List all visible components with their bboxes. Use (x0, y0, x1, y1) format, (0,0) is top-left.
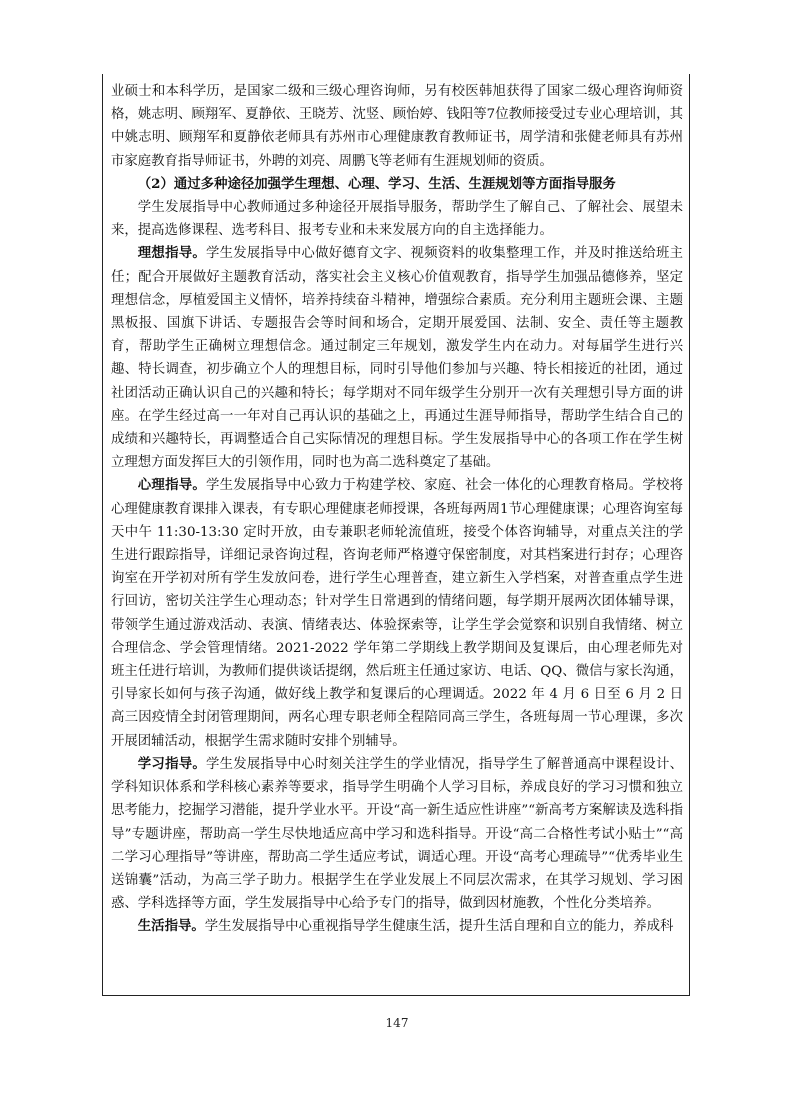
paragraph-staff-qualifications (111, 80, 683, 173)
paragraph-ideal-guidance (111, 242, 683, 474)
paragraph-text: 学生发展指导中心重视指导学生健康生活，提升生活自理和自立的能力，养成科 (204, 919, 674, 935)
paragraph-intro (111, 196, 683, 242)
paragraph-lead: 心理指导。 (137, 477, 206, 494)
page-number: 147 (385, 1016, 409, 1030)
document-body (103, 74, 689, 939)
paragraph-lead: 学习指导。 (137, 755, 206, 772)
paragraph-text: 业硕士和本科学历，是国家二级和三级心理咨询师，另有校医韩旭获得了国家二级心理咨询师资格，姚志明、顾翔军、夏静依、王晓芳、沈竖、顾怡婷、钱阳等7位教师接受过专业心理培训，其中姚志明、顾翔军和夏静依老师具有苏州市心理健康教育教师证书，周学清和张健老师具有苏州市家庭教育指导师证书，外聘的刘亮、周鹏飞等老师有生涯规划师的资质。 (111, 84, 683, 169)
paragraph-lead: 理想指导。 (137, 245, 206, 262)
paragraph-life-guidance (111, 915, 683, 938)
content-frame (102, 74, 690, 996)
paragraph-study-guidance (111, 753, 683, 915)
paragraph-text: 学生发展指导中心时刻关注学生的学业情况，指导学生了解普通高中课程设计、学科知识体系和学科核心素养等要求，指导学生明确个人学习目标，养成良好的学习习惯和独立思考能力，挖掘学习潜能，提升学业水平。开设“高一新生适应性讲座”“新高考方案解读及选科指导”专题讲座，帮助高一学生尽快地适应高中学习和选科指导。开设“高二合格性考试小贴士”“高二学习心理指导”等讲座，帮助高二学生适应考试，调适心理。开设“高考心理疏导”“优秀毕业生送锦囊”活动，为高三学子助力。根据学生在学业发展上不同层次需求，在其学习规划、学习困惑、学科选择等方面，学生发展指导中心给予专门的指导，做到因材施教，个性化分类培养。 (111, 756, 684, 912)
section-heading: （2）通过多种途径加强学生理想、心理、学习、生活、生涯规划等方面指导服务 (137, 175, 616, 192)
paragraph-text: 学生发展指导中心致力于构建学校、家庭、社会一体化的心理教育格局。学校将心理健康教育课排入课表，有专职心理健康老师授课，各班每两周1节心理健康课；心理咨询室每天中午 11:30-13:30 定时开放，由专兼职老师轮流值班，接受个体咨询辅导，对重点关注的学生进行跟踪指导，详细记录咨询过程，咨询老师严格遵守保密制度，对其档案进行封存；心理咨询室在开学初对所有学生发放问卷，进行学生心理普查，建立新生入学档案，对普查重点学生进行回访，密切关注学生心理动态；针对学生日常遇到的情绪问题，每学期开展两次团体辅导课，带领学生通过游戏活动、表演、情绪表达、体验探索等，让学生学会觉察和识别自我情绪、树立合理信念、学会管理情绪。2021-2022 学年第二学期线上教学期间及复课后，由心理老师先对班主任进行培训，为教师们提供谈话提纲，然后班主任通过家访、电话、QQ、微信与家长沟通，引导家长如何与孩子沟通，做好线上教学和复课后的心理调适。2022 年 4 月 6 日至 6 月 2 日高三因疫情全封闭管理期间，两名心理专职老师全程陪同高三学生，各班每周一节心理课，多次开展团辅活动，根据学生需求随时安排个别辅导。 (111, 478, 684, 749)
paragraph-text: 学生发展指导中心做好德育文字、视频资料的收集整理工作，并及时推送给班主任；配合开展做好主题教育活动，落实社会主义核心价值观教育，指导学生加强品德修养，坚定理想信念，厚植爱国主义情怀，培养持续奋斗精神，增强综合素质。充分利用主题班会课、主题黑板报、国旗下讲话、专题报告会等时间和场合，定期开展爱国、法制、安全、责任等主题教育，帮助学生正确树立理想信念。通过制定三年规划，激发学生内在动力。对每届学生进行兴趣、特长调查，初步确立个人的理想目标，同时引导他们参加与兴趣、特长相接近的社团，通过社团活动正确认识自己的兴趣和特长；每学期对不同年级学生分别开一次有关理想引导方面的讲座。在学生经过高一一年对自己再认识的基础之上，再通过生涯导师指导，帮助学生结合自己的成绩和兴趣特长，再调整适合自己实际情况的理想目标。学生发展指导中心的各项工作在学生树立理想方面发挥巨大的引领作用，同时也为高二选科奠定了基础。 (111, 246, 684, 471)
paragraph-psychological-guidance (111, 474, 683, 752)
paragraph-text: 学生发展指导中心教师通过多种途径开展指导服务，帮助学生了解自己、了解社会、展望未来，提高选修课程、选考科目、报考专业和未来发展方向的自主选择能力。 (111, 200, 683, 239)
paragraph-lead: 生活指导。 (137, 918, 205, 935)
